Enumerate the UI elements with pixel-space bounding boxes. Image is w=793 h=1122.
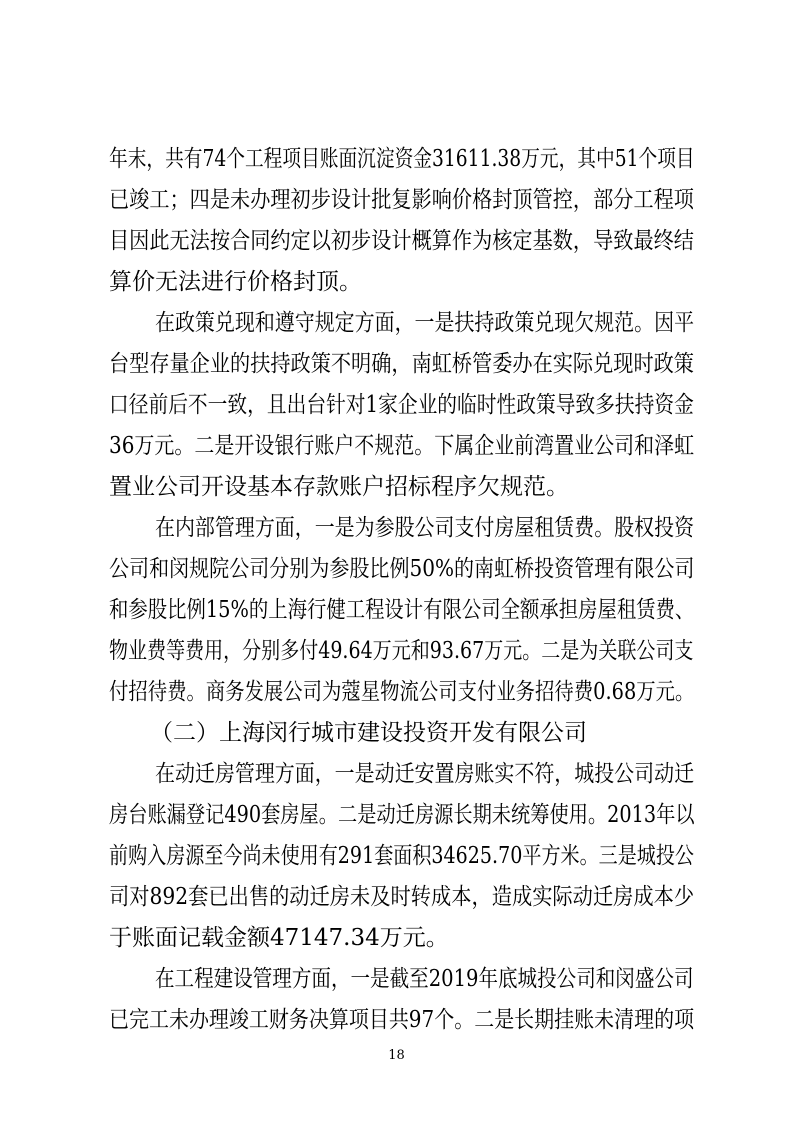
text-line: 已竣工；四是未办理初步设计批复影响价格封顶管控，部分工程项 (109, 187, 694, 213)
text-line: 台型存量企业的扶持政策不明确，南虹桥管委办在实际兑现时政策 (109, 351, 694, 377)
paragraph-start-line: 在内部管理方面，一是为参股公司支付房屋租赁费。股权投资 (155, 515, 695, 541)
text-line: 前购入房源至今尚未使用有291套面积34625.70平方米。三是城投公 (109, 843, 694, 869)
text-line: 置业公司开设基本存款账户招标程序欠规范。 (109, 474, 569, 500)
paragraph-start-line: 在政策兑现和遵守规定方面，一是扶持政策兑现欠规范。因平 (155, 310, 695, 336)
text-line: 算价无法进行价格封顶。 (109, 269, 362, 295)
text-line: 公司和闵规院公司分别为参股比例50%的南虹桥投资管理有限公司 (109, 556, 695, 582)
text-line: 房台账漏登记490套房屋。二是动迁房源长期未统筹使用。2013年以 (109, 802, 695, 828)
paragraph-start-line: 在动迁房管理方面，一是动迁安置房账实不符，城投公司动迁 (155, 761, 695, 787)
section-heading: （二）上海闵行城市建设投资开发有限公司 (150, 720, 587, 746)
text-line: 口径前后不一致，且出台针对1家企业的临时性政策导致多扶持资金 (109, 392, 694, 418)
text-line: 36万元。二是开设银行账户不规范。下属企业前湾置业公司和泽虹 (109, 433, 695, 459)
text-line: 物业费等费用，分别多付49.64万元和93.67万元。二是为关联公司支 (109, 638, 694, 664)
page-number: 18 (388, 1048, 405, 1063)
text-line: 目因此无法按合同约定以初步设计概算作为核定基数，导致最终结 (109, 228, 694, 254)
paragraph-start-line: 在工程建设管理方面，一是截至2019年底城投公司和闵盛公司 (155, 966, 694, 992)
text-line: 和参股比例15%的上海行健工程设计有限公司全额承担房屋租赁费、 (109, 597, 695, 623)
text-line: 付招待费。商务发展公司为蔻星物流公司支付业务招待费0.68万元。 (109, 679, 695, 705)
text-line: 年末，共有74个工程项目账面沉淀资金31611.38万元，其中51个项目 (109, 146, 695, 172)
text-line: 司对892套已出售的动迁房未及时转成本，造成实际动迁房成本少 (109, 884, 695, 910)
text-line: 已完工未办理竣工财务决算项目共97个。二是长期挂账未清理的项 (109, 1007, 695, 1033)
text-line: 于账面记载金额47147.34万元。 (109, 925, 449, 951)
